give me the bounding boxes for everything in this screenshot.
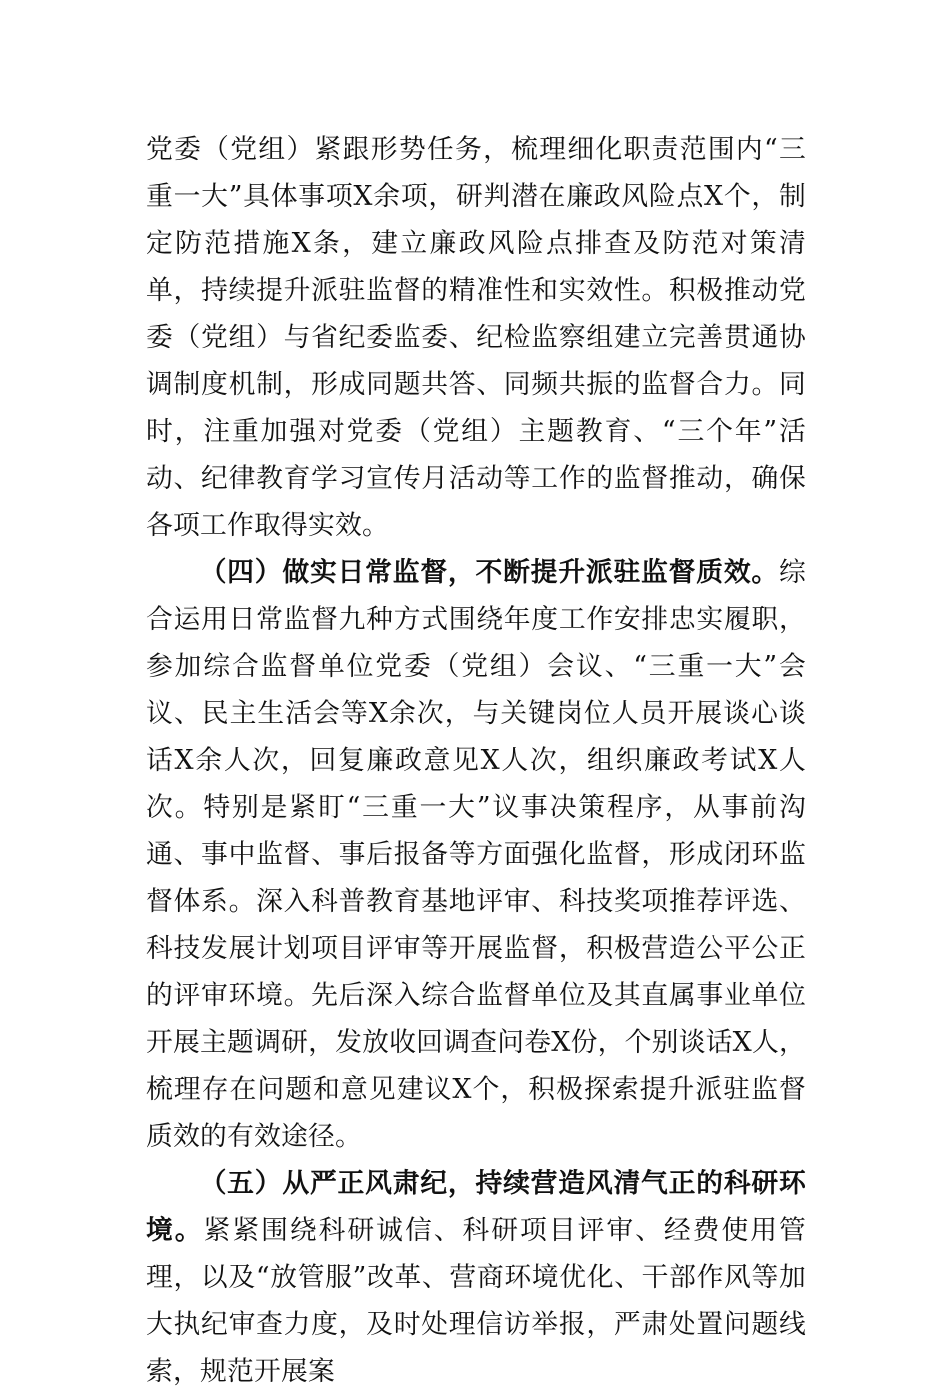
paragraph-2	[146, 549, 806, 1160]
section-5-heading: （五）从严正风肃纪，持续营造风清气正的科研环境。	[146, 1168, 806, 1246]
paragraph-2-body: 综合运用日常监督九种方式围绕年度工作安排忠实履职，参加综合监督单位党委（党组）会议、“三重一大”会议、民主生活会等X余次，与关键岗位人员开展谈心谈话X余人次，回复廉政意见X人次，组织廉政考试X人次。特别是紧盯“三重一大”议事决策程序，从事前沟通、事中监督、事后报备等方面强化监督，形成闭环监督体系。深入科普教育基地评审、科技奖项推荐评选、科技发展计划项目评审等开展监督，积极营造公平公正的评审环境。先后深入综合监督单位及其直属事业单位开展主题调研，发放收回调查问卷X份，个别谈话X人，梳理存在问题和意见建议X个，积极探索提升派驻监督质效的有效途径。	[146, 557, 806, 1152]
paragraph-1	[146, 126, 806, 549]
document-page	[146, 126, 806, 1395]
paragraph-3	[146, 1160, 806, 1395]
paragraph-1-body: 党委（党组）紧跟形势任务，梳理细化职责范围内“三重一大”具体事项X余项，研判潜在廉政风险点X个，制定防范措施X条，建立廉政风险点排查及防范对策清单，持续提升派驻监督的精准性和实效性。积极推动党委（党组）与省纪委监委、纪检监察组建立完善贯通协调制度机制，形成同题共答、同频共振的监督合力。同时，注重加强对党委（党组）主题教育、“三个年”活动、纪律教育学习宣传月活动等工作的监督推动，确保各项工作取得实效。	[146, 134, 806, 541]
paragraph-3-body: 紧紧围绕科研诚信、科研项目评审、经费使用管理，以及“放管服”改革、营商环境优化、干部作风等加大执纪审查力度，及时处理信访举报，严肃处置问题线索，规范开展案	[146, 1215, 806, 1387]
section-4-heading: （四）做实日常监督，不断提升派驻监督质效。	[199, 557, 779, 588]
